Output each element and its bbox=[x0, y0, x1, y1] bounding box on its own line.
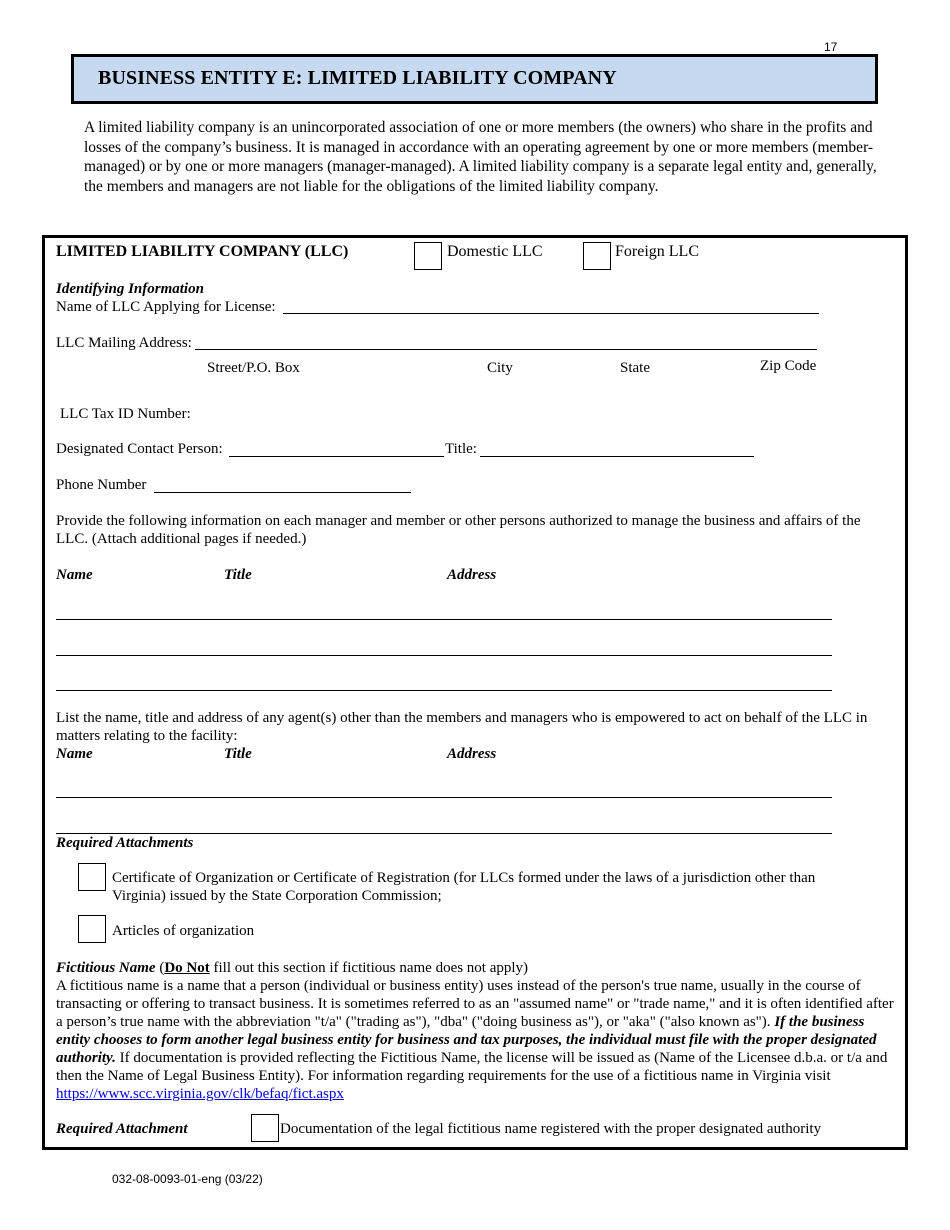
fictitious-body-part1: A fictitious name is a name that a person (individual or business entity) uses instead of the person's true name, usually in the course of transacting or offering to transact business. It is sometimes referred to as an "assumed name" or "trade name," and it is often identified after a person’s true name with the abbreviation "t/a" ("trading as"), "dba" ("doing business as"), or "aka" ("also known as"). bbox=[56, 978, 894, 1030]
identifying-info-heading: Identifying Information bbox=[56, 281, 204, 297]
contact-title-field[interactable] bbox=[480, 456, 754, 457]
fictitious-note-rest: fill out this section if fictitious name does not apply) bbox=[209, 960, 529, 976]
agents-title-header: Title bbox=[224, 746, 252, 762]
foreign-llc-label: Foreign LLC bbox=[615, 243, 699, 260]
fictitious-name-heading: Fictitious Name bbox=[56, 960, 156, 976]
domestic-llc-label: Domestic LLC bbox=[447, 243, 543, 260]
form-code: 032-08-0093-01-eng (03/22) bbox=[112, 1172, 263, 1186]
contact-person-field[interactable] bbox=[229, 456, 444, 457]
street-sublabel: Street/P.O. Box bbox=[207, 360, 300, 376]
certificate-checkbox[interactable] bbox=[78, 863, 106, 891]
certificate-label: Certificate of Organization or Certificate of Registration (for LLCs formed under the laws of a jurisdiction other than Virginia) issued by the State Corporation Commission; bbox=[112, 870, 816, 904]
city-sublabel: City bbox=[487, 360, 513, 376]
zip-sublabel: Zip Code bbox=[760, 358, 817, 374]
intro-paragraph: A limited liability company is an unincorporated association of one or more members (the owners) who share in the profits and losses of the company’s business. It is managed in accordance with an operating agreement by one or more members (member-managed) or by one or more managers (manager-managed). A limited liability company is a separate legal entity and, generally, the members and managers are not liable for the obligations of the limited liability company. bbox=[84, 119, 877, 195]
do-not-emphasis: Do Not bbox=[164, 960, 210, 976]
state-sublabel: State bbox=[620, 360, 650, 376]
contact-title-label: Title: bbox=[445, 441, 477, 457]
scc-fictitious-link[interactable]: https://www.scc.virginia.gov/clk/befaq/fict.aspx bbox=[56, 1086, 344, 1102]
articles-label: Articles of organization bbox=[112, 923, 255, 939]
tax-id-label: LLC Tax ID Number: bbox=[60, 406, 191, 422]
contact-person-label: Designated Contact Person: bbox=[56, 441, 223, 457]
form-section-title: LIMITED LIABILITY COMPANY (LLC) bbox=[56, 243, 349, 260]
managers-title-header: Title bbox=[224, 567, 252, 583]
required-attachments-heading: Required Attachments bbox=[56, 835, 194, 851]
agents-address-header: Address bbox=[447, 746, 497, 762]
agent-row-1-field[interactable] bbox=[56, 797, 832, 798]
phone-label: Phone Number bbox=[56, 477, 147, 493]
fictitious-body-part2: If documentation is provided reflecting the Fictitious Name, the license will be issued as (Name of the Licensee d.b.a. or t/a and then the Name of Legal Business Entity). For information regarding requirements for the use of a fictitious name in Virginia visit bbox=[56, 1050, 888, 1084]
required-attachment-label: Required Attachment bbox=[56, 1121, 188, 1137]
domestic-llc-checkbox[interactable] bbox=[414, 242, 442, 270]
manager-row-1-field[interactable] bbox=[56, 619, 832, 620]
fictitious-documentation-checkbox[interactable] bbox=[251, 1114, 279, 1142]
page-number: 17 bbox=[824, 40, 838, 54]
fictitious-body-bold: If the business entity chooses to form another legal business entity for business and tax purposes, the individual must file with the proper designated authority. bbox=[56, 1014, 877, 1066]
mailing-address-label: LLC Mailing Address: bbox=[56, 335, 192, 351]
page-title: BUSINESS ENTITY E: LIMITED LIABILITY COMPANY bbox=[98, 67, 617, 89]
llc-name-field[interactable] bbox=[283, 313, 819, 314]
section-banner bbox=[71, 54, 878, 104]
phone-field[interactable] bbox=[154, 492, 411, 493]
manager-row-3-field[interactable] bbox=[56, 690, 832, 691]
managers-name-header: Name bbox=[56, 567, 93, 583]
fictitious-name-heading-line bbox=[56, 959, 894, 977]
agents-instructions: List the name, title and address of any agent(s) other than the members and managers who is empowered to act on behalf of the LLC in matters relating to the facility: bbox=[56, 710, 868, 744]
fictitious-name-body bbox=[56, 977, 894, 1103]
managers-address-header: Address bbox=[447, 567, 497, 583]
mailing-address-field[interactable] bbox=[195, 349, 817, 350]
fictitious-documentation-label: Documentation of the legal fictitious name registered with the proper designated authority bbox=[280, 1121, 822, 1137]
llc-name-label: Name of LLC Applying for License: bbox=[56, 299, 276, 315]
manager-row-2-field[interactable] bbox=[56, 655, 832, 656]
agent-row-2-field[interactable] bbox=[56, 833, 832, 834]
fictitious-note-open: ( bbox=[155, 960, 165, 976]
foreign-llc-checkbox[interactable] bbox=[583, 242, 611, 270]
agents-name-header: Name bbox=[56, 746, 93, 762]
articles-checkbox[interactable] bbox=[78, 915, 106, 943]
managers-instructions: Provide the following information on each manager and member or other persons authorized to manage the business and affairs of the LLC. (Attach additional pages if needed.) bbox=[56, 513, 861, 547]
